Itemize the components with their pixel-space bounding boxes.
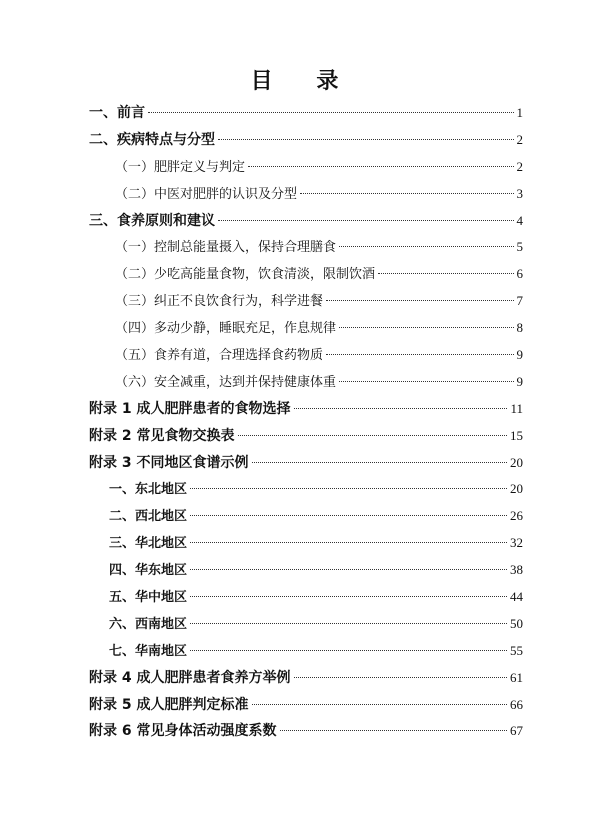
- dot-leader: [252, 462, 508, 463]
- toc-entry-page-number: 20: [510, 454, 523, 470]
- dot-leader: [238, 435, 508, 436]
- dot-leader: [218, 220, 514, 221]
- dot-leader: [326, 300, 513, 301]
- toc-entry[interactable]: [89, 261, 523, 288]
- toc-entry-page-number: 11: [510, 400, 523, 416]
- toc-entry[interactable]: [89, 450, 523, 477]
- toc-entry[interactable]: [89, 665, 523, 692]
- toc-entry[interactable]: [89, 557, 523, 584]
- toc-entry[interactable]: [89, 315, 523, 342]
- toc-entry-label: （二）中医对肥胖的认识及分型: [115, 186, 298, 202]
- dot-leader: [190, 569, 507, 570]
- dot-leader: [294, 408, 508, 409]
- toc-entry[interactable]: [89, 718, 523, 745]
- dot-leader: [300, 193, 513, 194]
- toc-entry[interactable]: [89, 611, 523, 638]
- toc-entry-label: 五、华中地区: [109, 590, 188, 606]
- toc-entry[interactable]: [89, 638, 523, 665]
- toc-entry[interactable]: [89, 154, 523, 181]
- toc-entry[interactable]: [89, 100, 523, 127]
- toc-entry-page-number: 4: [516, 212, 523, 228]
- toc-entry-page-number: 2: [516, 158, 523, 174]
- toc-entry-page-number: 5: [516, 239, 523, 255]
- toc-entry-label: （二）少吃高能量食物，饮食清淡，限制饮酒: [115, 267, 376, 283]
- toc-entry-page-number: 26: [510, 508, 523, 524]
- dot-leader: [280, 730, 508, 731]
- toc-entry[interactable]: [89, 342, 523, 369]
- toc-entry[interactable]: [89, 369, 523, 396]
- dot-leader: [248, 166, 513, 167]
- dot-leader: [190, 596, 507, 597]
- toc-entry[interactable]: [89, 476, 523, 503]
- toc-entry-label: 附录 6 常见身体活动强度系数: [89, 723, 277, 740]
- toc-entry[interactable]: [89, 181, 523, 208]
- toc-entry-label: 三、食养原则和建议: [89, 212, 215, 229]
- toc-entry-page-number: 66: [510, 696, 523, 712]
- toc-entry-page-number: 67: [510, 723, 523, 739]
- toc-entry[interactable]: [89, 423, 523, 450]
- dot-leader: [339, 381, 513, 382]
- toc-entry-label: 一、东北地区: [109, 482, 188, 498]
- toc-entry-page-number: 15: [510, 427, 523, 443]
- toc-entry-label: 二、疾病特点与分型: [89, 131, 215, 148]
- dot-leader: [190, 488, 507, 489]
- toc-entry-label: （六）安全减重，达到并保持健康体重: [115, 374, 337, 390]
- dot-leader: [252, 704, 508, 705]
- toc-entry-page-number: 20: [510, 481, 523, 497]
- dot-leader: [378, 273, 513, 274]
- table-of-contents: [89, 100, 523, 745]
- dot-leader: [190, 542, 507, 543]
- toc-entry-page-number: 7: [516, 293, 523, 309]
- toc-entry[interactable]: [89, 530, 523, 557]
- toc-entry-page-number: 8: [516, 320, 523, 336]
- toc-entry-label: （一）肥胖定义与判定: [115, 159, 246, 175]
- toc-entry-page-number: 61: [510, 669, 523, 685]
- toc-entry-label: 附录 1 成人肥胖患者的食物选择: [89, 400, 291, 417]
- toc-entry-page-number: 9: [516, 347, 523, 363]
- toc-entry-page-number: 38: [510, 562, 523, 578]
- toc-entry[interactable]: [89, 288, 523, 315]
- page-title: 目 录: [250, 69, 357, 94]
- dot-leader: [190, 650, 507, 651]
- toc-entry-label: 六、西南地区: [109, 616, 188, 632]
- toc-entry-label: 三、华北地区: [109, 536, 188, 552]
- toc-entry-label: 附录 4 成人肥胖患者食养方举例: [89, 669, 291, 686]
- toc-entry-label: 二、西北地区: [109, 509, 188, 525]
- toc-entry[interactable]: [89, 396, 523, 423]
- toc-entry-page-number: 2: [516, 131, 523, 147]
- dot-leader: [294, 677, 508, 678]
- toc-entry-page-number: 50: [510, 615, 523, 631]
- dot-leader: [339, 327, 513, 328]
- toc-entry[interactable]: [89, 208, 523, 235]
- toc-entry-label: 一、前言: [89, 105, 145, 121]
- toc-entry-label: （一）控制总能量摄入，保持合理膳食: [115, 240, 337, 256]
- dot-leader: [339, 246, 513, 247]
- toc-entry-page-number: 1: [516, 105, 523, 120]
- toc-entry-label: （四）多动少静，睡眠充足，作息规律: [115, 321, 337, 337]
- toc-entry[interactable]: [89, 584, 523, 611]
- dot-leader: [190, 623, 507, 624]
- toc-entry[interactable]: [89, 127, 523, 154]
- dot-leader: [148, 112, 514, 113]
- toc-entry[interactable]: [89, 503, 523, 530]
- toc-entry-page-number: 55: [510, 642, 523, 658]
- toc-entry-page-number: 32: [510, 535, 523, 551]
- toc-entry-label: （五）食养有道，合理选择食药物质: [115, 348, 324, 364]
- toc-entry-label: 附录 3 不同地区食谱示例: [89, 454, 249, 471]
- toc-entry[interactable]: [89, 692, 523, 719]
- toc-entry-label: 附录 2 常见食物交换表: [89, 427, 235, 444]
- toc-entry[interactable]: [89, 234, 523, 261]
- toc-entry-page-number: 6: [516, 266, 523, 282]
- toc-entry-label: （三）纠正不良饮食行为，科学进餐: [115, 294, 324, 310]
- dot-leader: [326, 354, 513, 355]
- toc-entry-page-number: 44: [510, 589, 523, 605]
- dot-leader: [218, 139, 514, 140]
- toc-entry-page-number: 3: [516, 185, 523, 201]
- toc-entry-label: 附录 5 成人肥胖判定标准: [89, 696, 249, 713]
- toc-entry-label: 七、华南地区: [109, 643, 188, 659]
- dot-leader: [190, 515, 507, 516]
- toc-entry-label: 四、华东地区: [109, 563, 188, 579]
- toc-entry-page-number: 9: [516, 373, 523, 389]
